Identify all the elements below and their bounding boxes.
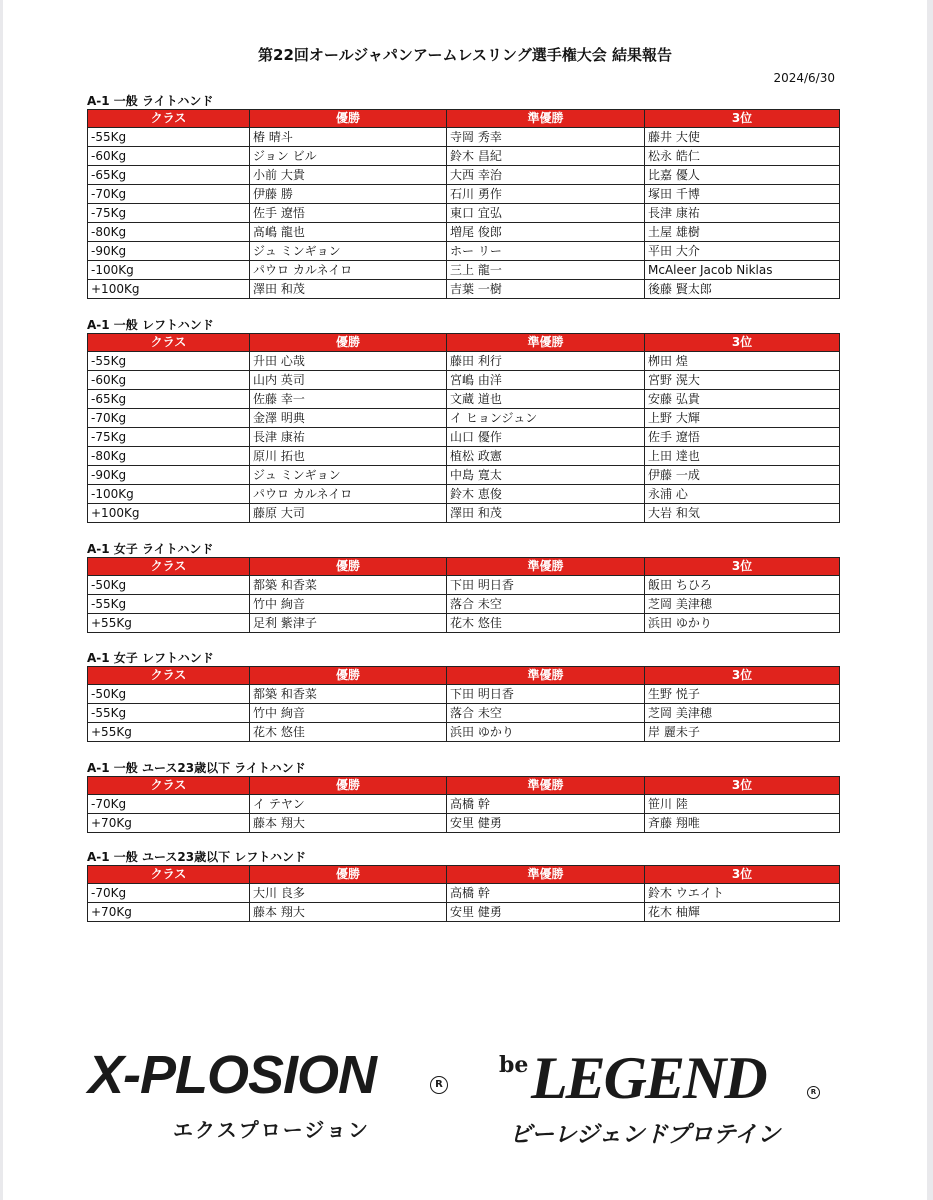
section-title: A-1 女子 ライトハンド (87, 542, 214, 556)
athlete-name-cell: 足利 紫津子 (250, 614, 447, 633)
results-table (87, 666, 840, 742)
results-table (87, 865, 840, 922)
athlete-name-cell: 東口 宜弘 (447, 204, 645, 223)
header-row (88, 334, 840, 352)
weight-class-cell: -70Kg (88, 884, 250, 903)
athlete-name-cell: 増尾 俊郎 (447, 223, 645, 242)
athlete-name-cell: 斉藤 翔唯 (645, 814, 840, 833)
athlete-name-cell: 植松 政憲 (447, 447, 645, 466)
athlete-name-cell: 下田 明日香 (447, 685, 645, 704)
section-title: A-1 女子 レフトハンド (87, 651, 214, 665)
athlete-name-cell: 升田 心哉 (250, 352, 447, 371)
athlete-name-cell: 鈴木 恵俊 (447, 485, 645, 504)
athlete-name-cell: 佐手 遼悟 (250, 204, 447, 223)
column-header: 3位 (645, 866, 840, 884)
section-title: A-1 一般 レフトハンド (87, 318, 214, 332)
athlete-name-cell: 平田 大介 (645, 242, 840, 261)
header-row (88, 866, 840, 884)
athlete-name-cell: 笹川 陸 (645, 795, 840, 814)
athlete-name-cell: McAleer Jacob Niklas (645, 261, 840, 280)
athlete-name-cell: 椿 晴斗 (250, 128, 447, 147)
athlete-name-cell: 比嘉 優人 (645, 166, 840, 185)
weight-class-cell: -55Kg (88, 352, 250, 371)
table-row (88, 261, 840, 280)
weight-class-cell: -100Kg (88, 261, 250, 280)
table-row (88, 204, 840, 223)
weight-class-cell: -70Kg (88, 185, 250, 204)
athlete-name-cell: 飯田 ちひろ (645, 576, 840, 595)
athlete-name-cell: 永浦 心 (645, 485, 840, 504)
athlete-name-cell: 小前 大貴 (250, 166, 447, 185)
header-row (88, 558, 840, 576)
table-row (88, 485, 840, 504)
belegend-logo (495, 1044, 835, 1159)
weight-class-cell: +55Kg (88, 723, 250, 742)
table-row (88, 884, 840, 903)
athlete-name-cell: 生野 悦子 (645, 685, 840, 704)
column-header: クラス (88, 334, 250, 352)
column-header: 準優勝 (447, 558, 645, 576)
table-row (88, 166, 840, 185)
athlete-name-cell: 竹中 絢音 (250, 595, 447, 614)
column-header: 優勝 (250, 777, 447, 795)
athlete-name-cell: 宮嶋 由洋 (447, 371, 645, 390)
report-date: 2024/6/30 (773, 71, 835, 85)
table-row (88, 685, 840, 704)
weight-class-cell: -60Kg (88, 147, 250, 166)
athlete-name-cell: 後藤 賢太郎 (645, 280, 840, 299)
athlete-name-cell: 石川 勇作 (447, 185, 645, 204)
athlete-name-cell: 吉葉 一樹 (447, 280, 645, 299)
column-header: 3位 (645, 667, 840, 685)
athlete-name-cell: 大岩 和気 (645, 504, 840, 523)
section-title: A-1 一般 ユース23歳以下 ライトハンド (87, 761, 306, 775)
column-header: 3位 (645, 777, 840, 795)
weight-class-cell: -75Kg (88, 428, 250, 447)
weight-class-cell: +70Kg (88, 814, 250, 833)
registered-mark-icon: R (807, 1086, 820, 1099)
table-row (88, 903, 840, 922)
column-header: 準優勝 (447, 667, 645, 685)
table-row (88, 185, 840, 204)
column-header: クラス (88, 110, 250, 128)
athlete-name-cell: 芝岡 美津穂 (645, 704, 840, 723)
header-row (88, 777, 840, 795)
column-header: 準優勝 (447, 110, 645, 128)
athlete-name-cell: 土屋 雄樹 (645, 223, 840, 242)
athlete-name-cell: 長津 康祐 (645, 204, 840, 223)
xplosion-logo (88, 1044, 458, 1159)
athlete-name-cell: 大川 良多 (250, 884, 447, 903)
athlete-name-cell: 上田 達也 (645, 447, 840, 466)
athlete-name-cell: 鈴木 ウエイト (645, 884, 840, 903)
athlete-name-cell: 落合 未空 (447, 595, 645, 614)
table-row (88, 428, 840, 447)
table-row (88, 280, 840, 299)
athlete-name-cell: 岸 麗未子 (645, 723, 840, 742)
xplosion-logo-subtitle: エクスプロージョン (173, 1118, 370, 1142)
athlete-name-cell: 原川 拓也 (250, 447, 447, 466)
table-row (88, 795, 840, 814)
athlete-name-cell: 落合 未空 (447, 704, 645, 723)
athlete-name-cell: 伊藤 一成 (645, 466, 840, 485)
athlete-name-cell: 伊藤 勝 (250, 185, 447, 204)
column-header: 優勝 (250, 866, 447, 884)
column-header: クラス (88, 866, 250, 884)
weight-class-cell: -75Kg (88, 204, 250, 223)
table-row (88, 223, 840, 242)
athlete-name-cell: 寺岡 秀幸 (447, 128, 645, 147)
result-section (87, 760, 839, 833)
section-title: A-1 一般 ライトハンド (87, 94, 214, 108)
athlete-name-cell: イ テヤン (250, 795, 447, 814)
athlete-name-cell: パウロ カルネイロ (250, 485, 447, 504)
athlete-name-cell: 下田 明日香 (447, 576, 645, 595)
athlete-name-cell: 山口 優作 (447, 428, 645, 447)
weight-class-cell: -70Kg (88, 795, 250, 814)
result-section (87, 849, 839, 922)
column-header: 準優勝 (447, 334, 645, 352)
table-row (88, 447, 840, 466)
athlete-name-cell: 浜田 ゆかり (645, 614, 840, 633)
table-row (88, 371, 840, 390)
column-header: 3位 (645, 110, 840, 128)
table-row (88, 352, 840, 371)
athlete-name-cell: 金澤 明典 (250, 409, 447, 428)
column-header: クラス (88, 558, 250, 576)
weight-class-cell: -90Kg (88, 466, 250, 485)
athlete-name-cell: 藤本 翔大 (250, 814, 447, 833)
column-header: 優勝 (250, 110, 447, 128)
athlete-name-cell: 安里 健勇 (447, 814, 645, 833)
athlete-name-cell: 宮野 滉大 (645, 371, 840, 390)
column-header: 準優勝 (447, 777, 645, 795)
weight-class-cell: -55Kg (88, 704, 250, 723)
athlete-name-cell: 浜田 ゆかり (447, 723, 645, 742)
athlete-name-cell: 竹中 絢音 (250, 704, 447, 723)
column-header: 3位 (645, 558, 840, 576)
results-table (87, 109, 840, 299)
athlete-name-cell: 藤井 大使 (645, 128, 840, 147)
athlete-name-cell: 藤本 翔大 (250, 903, 447, 922)
athlete-name-cell: ジュ ミンギョン (250, 242, 447, 261)
table-row (88, 128, 840, 147)
column-header: 優勝 (250, 667, 447, 685)
page-title: 第22回オールジャパンアームレスリング選手権大会 結果報告 (258, 46, 672, 64)
column-header: 優勝 (250, 334, 447, 352)
table-row (88, 504, 840, 523)
result-section (87, 317, 839, 523)
athlete-name-cell: ホー リー (447, 242, 645, 261)
athlete-name-cell: 花木 悠佳 (447, 614, 645, 633)
athlete-name-cell: 藤田 利行 (447, 352, 645, 371)
athlete-name-cell: 佐藤 幸一 (250, 390, 447, 409)
athlete-name-cell: 藤原 大司 (250, 504, 447, 523)
athlete-name-cell: ジュ ミンギョン (250, 466, 447, 485)
results-table (87, 776, 840, 833)
weight-class-cell: +100Kg (88, 280, 250, 299)
column-header: クラス (88, 777, 250, 795)
athlete-name-cell: 上野 大輝 (645, 409, 840, 428)
result-section (87, 93, 839, 299)
athlete-name-cell: 都築 和香菜 (250, 576, 447, 595)
athlete-name-cell: 佐手 遼悟 (645, 428, 840, 447)
athlete-name-cell: 大西 幸治 (447, 166, 645, 185)
weight-class-cell: -65Kg (88, 166, 250, 185)
table-row (88, 147, 840, 166)
athlete-name-cell: 三上 龍一 (447, 261, 645, 280)
weight-class-cell: -70Kg (88, 409, 250, 428)
weight-class-cell: -90Kg (88, 242, 250, 261)
table-row (88, 814, 840, 833)
weight-class-cell: -50Kg (88, 685, 250, 704)
result-section (87, 650, 839, 742)
table-row (88, 409, 840, 428)
header-row (88, 110, 840, 128)
column-header: 準優勝 (447, 866, 645, 884)
column-header: 優勝 (250, 558, 447, 576)
results-table (87, 333, 840, 523)
belegend-logo-text: LEGEND (531, 1045, 766, 1111)
weight-class-cell: -80Kg (88, 223, 250, 242)
table-row (88, 242, 840, 261)
athlete-name-cell: 花木 柚輝 (645, 903, 840, 922)
weight-class-cell: +70Kg (88, 903, 250, 922)
weight-class-cell: -55Kg (88, 595, 250, 614)
athlete-name-cell: 髙嶋 龍也 (250, 223, 447, 242)
athlete-name-cell: 中島 寛太 (447, 466, 645, 485)
belegend-logo-prefix: be (499, 1052, 529, 1078)
athlete-name-cell: 澤田 和茂 (250, 280, 447, 299)
section-title: A-1 一般 ユース23歳以下 レフトハンド (87, 850, 307, 864)
athlete-name-cell: 高橋 幹 (447, 795, 645, 814)
xplosion-logo-text: X-PLOSION (88, 1045, 377, 1105)
table-row (88, 595, 840, 614)
sponsor-logos (3, 1030, 927, 1160)
results-page (3, 0, 927, 1200)
athlete-name-cell: 山内 英司 (250, 371, 447, 390)
athlete-name-cell: 安里 健勇 (447, 903, 645, 922)
athlete-name-cell: パウロ カルネイロ (250, 261, 447, 280)
result-section (87, 541, 839, 633)
header-row (88, 667, 840, 685)
weight-class-cell: -65Kg (88, 390, 250, 409)
results-table (87, 557, 840, 633)
weight-class-cell: -50Kg (88, 576, 250, 595)
athlete-name-cell: イ ヒョンジュン (447, 409, 645, 428)
athlete-name-cell: 鈴木 昌紀 (447, 147, 645, 166)
belegend-logo-subtitle: ビーレジェンドプロテイン (509, 1122, 781, 1148)
athlete-name-cell: 長津 康祐 (250, 428, 447, 447)
athlete-name-cell: 文蔵 道也 (447, 390, 645, 409)
table-row (88, 614, 840, 633)
athlete-name-cell: 花木 悠佳 (250, 723, 447, 742)
weight-class-cell: -55Kg (88, 128, 250, 147)
weight-class-cell: -80Kg (88, 447, 250, 466)
table-row (88, 466, 840, 485)
athlete-name-cell: 栁田 煌 (645, 352, 840, 371)
weight-class-cell: +55Kg (88, 614, 250, 633)
athlete-name-cell: 塚田 千博 (645, 185, 840, 204)
column-header: クラス (88, 667, 250, 685)
column-header: 3位 (645, 334, 840, 352)
weight-class-cell: +100Kg (88, 504, 250, 523)
table-row (88, 704, 840, 723)
athlete-name-cell: 都築 和香菜 (250, 685, 447, 704)
weight-class-cell: -100Kg (88, 485, 250, 504)
athlete-name-cell: ジョン ビル (250, 147, 447, 166)
table-row (88, 390, 840, 409)
athlete-name-cell: 芝岡 美津穂 (645, 595, 840, 614)
table-row (88, 576, 840, 595)
athlete-name-cell: 安藤 弘貴 (645, 390, 840, 409)
athlete-name-cell: 松永 皓仁 (645, 147, 840, 166)
weight-class-cell: -60Kg (88, 371, 250, 390)
athlete-name-cell: 澤田 和茂 (447, 504, 645, 523)
athlete-name-cell: 高橋 幹 (447, 884, 645, 903)
registered-mark-icon: R (430, 1076, 448, 1094)
table-row (88, 723, 840, 742)
